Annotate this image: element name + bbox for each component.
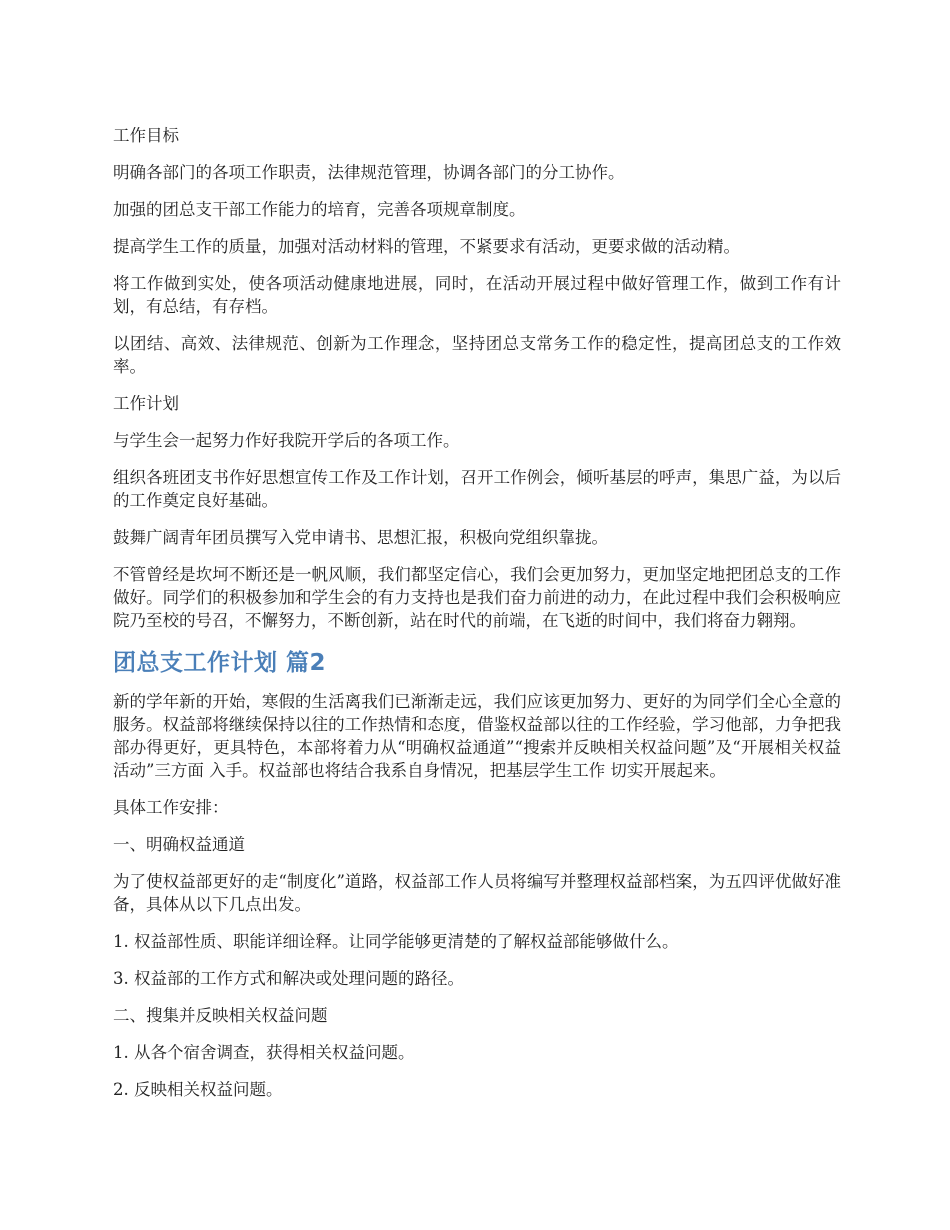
section2-paragraph-9: 2. 反映相关权益问题。 [113,1080,283,1099]
document-page [113,124,841,1115]
section2-paragraph-8: 1. 从各个宿舍调查，获得相关权益问题。 [113,1043,415,1062]
section2-paragraph-6: 3. 权益部的工作方式和解决或处理问题的路径。 [113,969,464,988]
section1-paragraph-1: 工作目标 [113,126,179,145]
section2-paragraph-2: 具体工作安排： [113,798,229,817]
section1-paragraph-10: 鼓舞广阔青年团员撰写入党申请书、思想汇报，积极向党组织靠拢。 [113,528,608,547]
section1-paragraph-2: 明确各部门的各项工作职责，法律规范管理，协调各部门的分工协作。 [113,163,625,182]
section2-paragraph-7: 二、搜集并反映相关权益问题 [113,1006,328,1025]
section1-paragraph-5: 将工作做到实处，使各项活动健康地进展，同时，在活动开展过程中做好管理工作，做到工作有计划，有总结，有存档。 [113,274,841,316]
section2-paragraph-4: 为了使权益部更好的走“制度化”道路，权益部工作人员将编写并整理权益部档案，为五四评优做好准备，具体从以下几点出发。 [113,872,841,914]
section2-paragraph-1: 新的学年新的开始，寒假的生活离我们已渐渐走远，我们应该更加努力、更好的为同学们全心全意的服务。权益部将继续保持以往的工作热情和态度，借鉴权益部以往的工作经验，学习他部，力争把我部办得更好，更具特色，本部将着力从“明确权益通道”“搜索并反映相关权益问题”及“开展相关权益活动”三方面 入手。权益部也将结合我系自身情况，把基层学生工作 切实开展起来。 [113,692,841,780]
section2-paragraph-5: 1. 权益部性质、职能详细诠释。让同学能够更清楚的了解权益部能够做什么。 [113,932,679,951]
section1-paragraph-6: 以团结、高效、法律规范、创新为工作理念，坚持团总支常务工作的稳定性，提高团总支的工作效率。 [113,334,841,376]
section1-paragraph-9: 组织各班团支书作好思想宣传工作及工作计划，召开工作例会，倾听基层的呼声，集思广益，为以后的工作奠定良好基础。 [113,468,841,510]
section1-paragraph-4: 提高学生工作的质量，加强对活动材料的管理，不紧要求有活动，更要求做的活动精。 [113,237,740,256]
section2-paragraph-3: 一、明确权益通道 [113,835,245,854]
section1-paragraph-7: 工作计划 [113,394,179,413]
section2-heading: 团总支工作计划 篇2 [113,650,327,676]
section1-paragraph-11: 不管曾经是坎坷不断还是一帆风顺，我们都坚定信心，我们会更加努力，更加坚定地把团总支的工作做好。同学们的积极参加和学生会的有力支持也是我们奋力前进的动力，在此过程中我们会积极响应院乃至校的号召，不懈努力，不断创新，站在时代的前端，在飞逝的时间中，我们将奋力翱翔。 [113,565,841,630]
section1-paragraph-3: 加强的团总支干部工作能力的培育，完善各项规章制度。 [113,200,526,219]
section1-paragraph-8: 与学生会一起努力作好我院开学后的各项工作。 [113,431,460,450]
